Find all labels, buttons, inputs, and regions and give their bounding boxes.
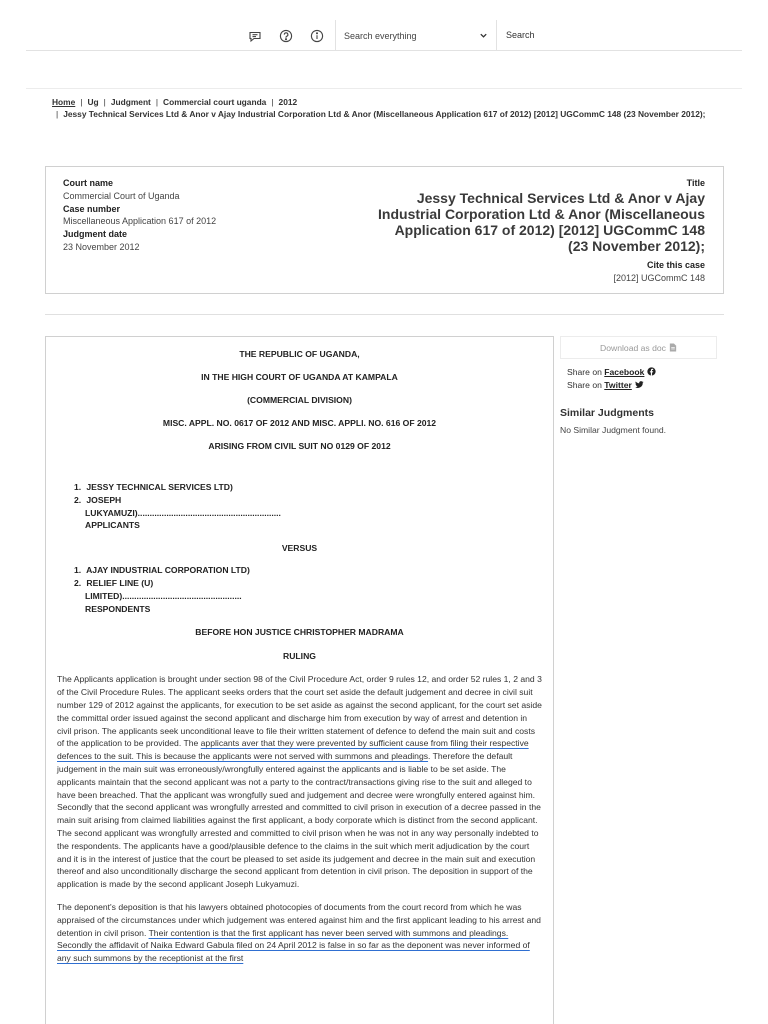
court-name-label: Court name	[63, 178, 114, 188]
doc-heading-division: (COMMERCIAL DIVISION)	[247, 395, 352, 405]
breadcrumb-ug[interactable]: Ug	[87, 97, 99, 107]
download-doc-button[interactable]	[560, 336, 717, 359]
chat-icon[interactable]	[248, 29, 262, 43]
doc-heading-court: IN THE HIGH COURT OF UGANDA AT KAMPALA	[201, 372, 398, 382]
breadcrumb-home[interactable]: Home	[52, 97, 76, 107]
doc-heading-arising: ARISING FROM CIVIL SUIT NO 0129 OF 2012	[208, 441, 391, 451]
case-title: Jessy Technical Services Ltd & Anor v Ajay Industrial Corporation Ltd & Anor (Miscellaneous Application 617 of 2012) [2012] UGCommC 148 (23 November 2012);	[378, 190, 705, 254]
document-icon	[669, 343, 677, 352]
highlighted-text: applicants aver that they were prevented by sufficient cause from filing their respective defences to the suit. This is because the applicants were not served with summons and pleadings	[57, 738, 529, 762]
doc-heading-republic: THE REPUBLIC OF UGANDA,	[239, 349, 360, 359]
highlighted-text: Secondly the affidavit of Naika Edward Gabula filed on 24 April 2012 is false in so far as the deponent was never informed of any such summons by the receptionist at the first	[57, 940, 530, 964]
share-facebook: Share on Facebook	[567, 366, 717, 379]
breadcrumb: Home | Ug | Judgment | Commercial court uganda | 2012 | Jessy Technical Services Ltd & Anor v Ajay Industrial Corporation Ltd & Anor (Miscellaneous Application 617 of 2012) [2012] UGCommC 148 (23 November 2012);	[52, 97, 706, 119]
share-twitter: Share on Twitter	[567, 379, 717, 392]
title-block	[375, 177, 705, 285]
applicants-label: APPLICANTS	[85, 520, 140, 531]
similar-judgments-empty: No Similar Judgment found.	[560, 425, 667, 435]
list-item: 1. JESSY TECHNICAL SERVICES LTD)	[74, 482, 233, 492]
applicants-list	[74, 481, 542, 532]
cite-label: Cite this case	[646, 260, 705, 270]
judgment-date-label: Judgment date	[63, 229, 128, 240]
court-name: Commercial Court of Uganda	[63, 190, 180, 201]
search-button[interactable]: Search	[506, 30, 535, 40]
respondents-list	[74, 564, 542, 615]
share-links	[560, 366, 717, 392]
search-input[interactable]	[344, 31, 464, 41]
similar-judgments-title: Similar Judgments	[560, 407, 654, 419]
ruling-paragraph-1: The Applicants application is brought under section 98 of the Civil Procedure Act, order 9 rules 12, and order 52 rules 1, 2 and 3 of the Civil Procedure Rules. The applicant seeks orders that the court set aside the default judgement and decree in civil suit number 129 of 2012 against the applicants, for execution to be set aside as against the second applicant, for the court set aside the committal order issued against the second applicant and discharge him from execution by way of arrest and detention in civil prison. The applicants seek unconditional leave to file their written statement of defence to defend the main suit and costs of the application to be provided. The applicants aver that they were prevented by sufficient cause from filing their respective defences to the suit. This is because the applicants were not served with summons and pleadings. Therefore the default judgement in the main suit was erroneously/wrongfully entered against the applicants and is liable to be set aside. The applicants maintain that the second applicant was not a party to the contract/transactions giving rise to the suit and alleged to have been breached. That the applicant was wrongfully sued and judgement and decree were wrongfully entered against him. Secondly that the second applicant was wrongfully arrested and committed to civil prison in execution of a decree passed in the main suit arising from claimed liabilities against the first applicant, a body corporate which is distinct from the second applicant. The second applicant was wrongfully arrested and committed to civil prison when he was not in any way personally indebted to the respondents. The applicants have a good/plausible defence to the claims in the suit which merit adjudication by the court and it is in the interest of justice that the court be pleased to set aside its judgement and decree in the main suit and execution thereof and also unconditionally discharge the second applicant from detention in civil prison. The deposition in support of the application is made by the second applicant Joseph Lukyamuzi.	[57, 674, 542, 890]
doc-heading-case-numbers: MISC. APPL. NO. 0617 OF 2012 AND MISC. APPLI. NO. 616 OF 2012	[162, 418, 437, 428]
facebook-link[interactable]: Facebook	[604, 367, 645, 377]
before-judge: BEFORE HON JUSTICE CHRISTOPHER MADRAMA	[195, 627, 404, 638]
chevron-down-icon[interactable]	[479, 31, 488, 40]
versus-label: VERSUS	[281, 543, 318, 554]
search-box	[335, 20, 497, 51]
info-icon[interactable]	[310, 29, 324, 43]
highlighted-text: Their contention is that the first applicant has never been served with summons and pleadings.	[148, 927, 509, 938]
divider	[45, 314, 724, 315]
list-item: 2. JOSEPH LUKYAMUZI)............................................................ APPLICANTS	[74, 494, 281, 531]
twitter-link[interactable]: Twitter	[604, 380, 632, 390]
judgment-document	[45, 336, 554, 1024]
download-label: Download as doc	[600, 342, 666, 353]
sidebar	[560, 336, 717, 435]
judgment-date: 23 November 2012	[63, 241, 140, 252]
help-icon[interactable]	[279, 29, 293, 43]
breadcrumb-year[interactable]: 2012	[278, 97, 298, 107]
case-number-label: Case number	[63, 203, 121, 214]
ruling-heading: RULING	[283, 651, 316, 662]
breadcrumb-judgment[interactable]: Judgment	[110, 97, 151, 107]
top-bar	[26, 20, 742, 51]
case-number: Miscellaneous Application 617 of 2012	[63, 216, 217, 227]
list-item: 1. AJAY INDUSTRIAL CORPORATION LTD)	[74, 565, 250, 576]
breadcrumb-case: Jessy Technical Services Ltd & Anor v Ajay Industrial Corporation Ltd & Anor (Miscellaneous Application 617 of 2012) [2012] UGCommC 148 (23 November 2012);	[63, 109, 706, 119]
respondents-label: RESPONDENTS	[85, 603, 151, 614]
title-label: Title	[686, 178, 705, 188]
citation: [2012] UGCommC 148	[613, 273, 705, 283]
divider	[26, 88, 742, 89]
list-item: 2. RELIEF LINE (U) LIMITED).................................................. RESPONDENTS	[74, 577, 242, 614]
breadcrumb-court[interactable]: Commercial court uganda	[163, 97, 267, 107]
facebook-icon[interactable]	[647, 367, 656, 376]
ruling-paragraph-2: The deponent's deposition is that his lawyers obtained photocopies of documents from the court record from which he was appraised of the circumstances under which judgement was entered against him and the first applicant leading to his arrest and detention in civil prison. Their contention is that the first applicant has never been served with summons and pleadings. Secondly the affidavit of Naika Edward Gabula filed on 24 April 2012 is false in so far as the deponent was never informed of any such summons by the receptionist at the first	[57, 901, 541, 964]
case-metadata	[63, 177, 293, 254]
twitter-icon[interactable]	[635, 380, 644, 389]
case-header-card	[45, 166, 724, 294]
